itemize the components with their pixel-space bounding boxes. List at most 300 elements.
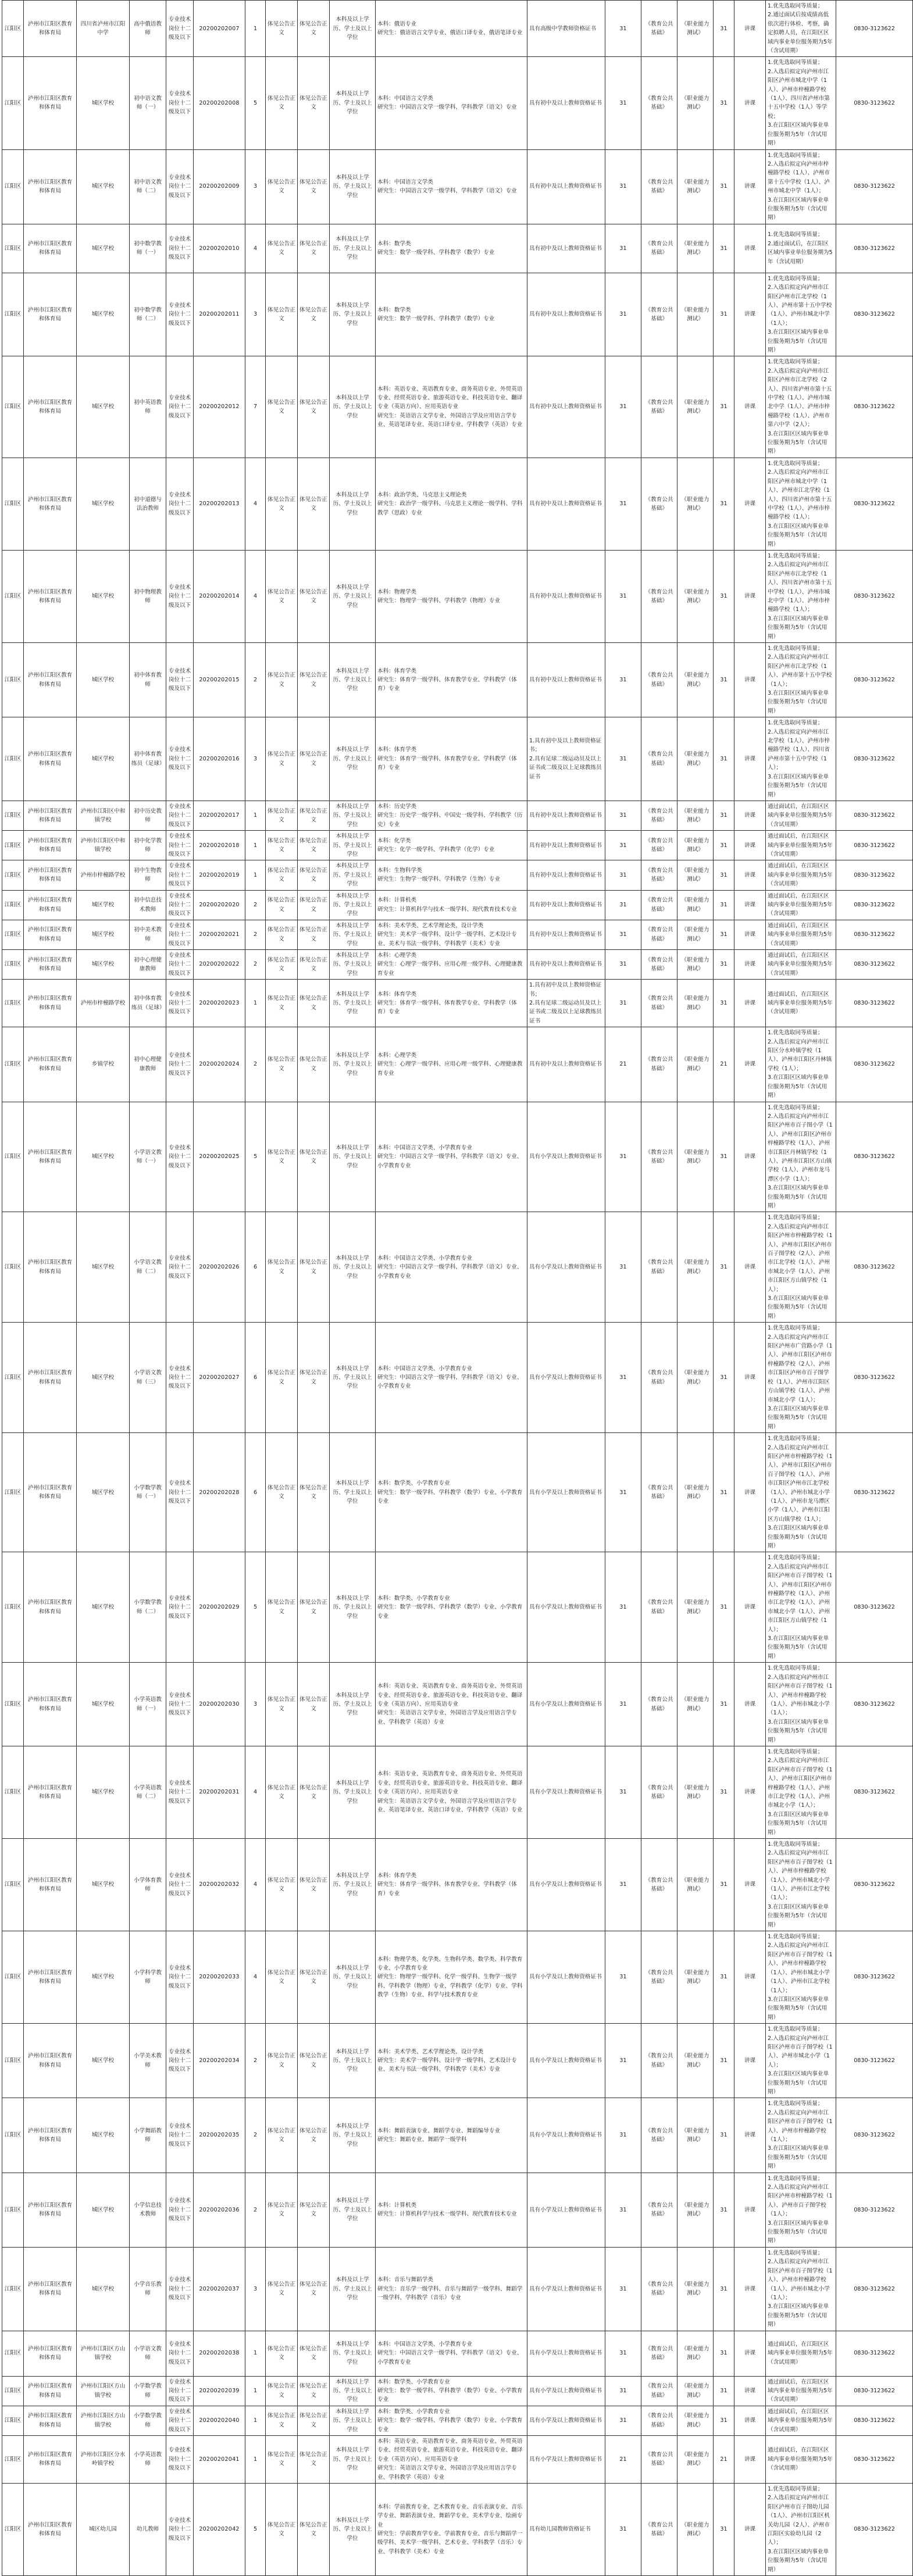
cell-ratio: 31	[605, 1839, 641, 1931]
cell-position: 初中体育教练员（足球）	[130, 980, 166, 1027]
cell-district: 江阳区	[2, 356, 24, 458]
cell-unit: 乡镇学校	[77, 1027, 130, 1102]
table-row	[2, 801, 913, 830]
cell-post-code: 20200202035	[194, 2098, 245, 2173]
cell-method: 体见公告正文	[266, 2024, 298, 2098]
cell-phone: 0830-3123622	[836, 1027, 913, 1102]
cell-education: 本科及以上学历、学士及以上学位	[330, 1, 376, 57]
cell-exam-subject: 《职业能力测试》	[677, 273, 714, 356]
cell-scope: 体见公告正文	[298, 2024, 330, 2098]
cell-position: 初中数学教师（二）	[130, 273, 166, 356]
cell-method: 体见公告正文	[266, 860, 298, 890]
cell-ratio: 31	[605, 1212, 641, 1323]
cell-district: 江阳区	[2, 860, 24, 890]
cell-phone: 0830-3123622	[836, 2435, 913, 2483]
cell-department: 泸州市江阳区教育和体育局	[24, 643, 77, 717]
cell-interview: 讲课	[734, 801, 766, 830]
cell-unit: 城区学校	[77, 1552, 130, 1663]
cell-department: 泸州市江阳区教育和体育局	[24, 950, 77, 980]
cell-pass-score: 31	[714, 356, 734, 458]
cell-method: 体见公告正文	[266, 920, 298, 949]
cell-method: 体见公告正文	[266, 1027, 298, 1102]
cell-scope: 体见公告正文	[298, 831, 330, 860]
cell-written-subject: 《教育公共基础》	[641, 1433, 677, 1552]
cell-quota: 6	[245, 1212, 266, 1323]
table-row	[2, 2098, 913, 2173]
cell-department: 泸州市江阳区教育和体育局	[24, 458, 77, 550]
cell-major: 本科：心理学类 研究生：心理学一级学科、应用心理一级学科、心理健康教育专业	[376, 950, 527, 980]
cell-position: 初中语文教师（一）	[130, 57, 166, 149]
cell-pass-score: 31	[714, 57, 734, 149]
cell-ratio: 21	[605, 1027, 641, 1102]
cell-interview: 讲课	[734, 890, 766, 920]
cell-unit: 城区学校	[77, 2024, 130, 2098]
cell-district: 江阳区	[2, 801, 24, 830]
cell-method: 体见公告正文	[266, 2247, 298, 2331]
cell-scope: 体见公告正文	[298, 2406, 330, 2435]
cell-exam-subject: 《职业能力测试》	[677, 1027, 714, 1102]
cell-ratio: 31	[605, 356, 641, 458]
cell-education: 本科及以上学历、学士及以上学位	[330, 2024, 376, 2098]
cell-district: 江阳区	[2, 2435, 24, 2483]
cell-written-subject: 《教育公共基础》	[641, 224, 677, 273]
cell-post-class: 专业技术岗位十二级及以下	[166, 801, 194, 830]
cell-other-conditions: 具有小学及以上教师资格证书	[527, 1663, 605, 1746]
cell-unit: 城区学校	[77, 920, 130, 949]
cell-pass-score: 31	[714, 2098, 734, 2173]
cell-method: 体见公告正文	[266, 2484, 298, 2576]
cell-interview: 讲课	[734, 2406, 766, 2435]
cell-district: 江阳区	[2, 1027, 24, 1102]
cell-quota: 5	[245, 1102, 266, 1212]
cell-post-class: 专业技术岗位十二级及以下	[166, 1746, 194, 1838]
cell-written-subject: 《教育公共基础》	[641, 2247, 677, 2331]
cell-post-code: 20200202007	[194, 1, 245, 57]
cell-written-subject: 《教育公共基础》	[641, 950, 677, 980]
cell-department: 泸州市江阳区教育和体育局	[24, 890, 77, 920]
cell-method: 体见公告正文	[266, 458, 298, 550]
cell-remark: 1.优先选取同等质量； 2.入选后拟定向泸州市江阳区泸州市百子图学校（1人）、泸州市梓橦路学校（1人）、泸州市城北小学（1人）、泸州市江北学校（1人）； 3.在江阳区区域内事业单位服务期为5年（含试用期）	[766, 1931, 836, 2024]
cell-unit: 泸州市江阳区中和镇学校	[77, 831, 130, 860]
cell-pass-score: 31	[714, 831, 734, 860]
cell-major: 本科：中国语言文学类、小学教育专业 研究生：中国语言文学一级学科、学科教学（语文）专业、小学教育专业	[376, 2331, 527, 2376]
cell-exam-subject: 《职业能力测试》	[677, 2024, 714, 2098]
cell-quota: 1	[245, 2376, 266, 2406]
cell-post-class: 专业技术岗位十二级及以下	[166, 860, 194, 890]
cell-other-conditions: 具有小学及以上教师资格证书	[527, 1839, 605, 1931]
cell-quota: 1	[245, 2331, 266, 2376]
cell-quota: 5	[245, 57, 266, 149]
table-row	[2, 1212, 913, 1323]
cell-district: 江阳区	[2, 1839, 24, 1931]
cell-ratio: 31	[605, 1552, 641, 1663]
cell-district: 江阳区	[2, 643, 24, 717]
cell-quota: 2	[245, 2173, 266, 2247]
cell-post-code: 20200202012	[194, 356, 245, 458]
cell-post-class: 专业技术岗位十二级及以下	[166, 273, 194, 356]
cell-scope: 体见公告正文	[298, 550, 330, 642]
cell-written-subject: 《教育公共基础》	[641, 2484, 677, 2576]
cell-education: 本科及以上学历、学士及以上学位	[330, 980, 376, 1027]
cell-post-class: 专业技术岗位十二级及以下	[166, 950, 194, 980]
cell-method: 体见公告正文	[266, 1102, 298, 1212]
cell-unit: 城区学校	[77, 2247, 130, 2331]
cell-pass-score: 31	[714, 801, 734, 830]
cell-quota: 2	[245, 950, 266, 980]
cell-exam-subject: 《职业能力测试》	[677, 2435, 714, 2483]
cell-written-subject: 《教育公共基础》	[641, 2406, 677, 2435]
cell-quota: 2	[245, 643, 266, 717]
cell-post-class: 专业技术岗位十二级及以下	[166, 2024, 194, 2098]
cell-department: 泸州市江阳区教育和体育局	[24, 2435, 77, 2483]
cell-written-subject: 《教育公共基础》	[641, 1839, 677, 1931]
cell-phone: 0830-3123622	[836, 2024, 913, 2098]
cell-post-code: 20200202017	[194, 801, 245, 830]
cell-written-subject: 《教育公共基础》	[641, 920, 677, 949]
cell-major: 本科：中国语言文学类 研究生：中国语言文学一级学科、学科教学（语文）专业	[376, 57, 527, 149]
cell-district: 江阳区	[2, 1, 24, 57]
cell-district: 江阳区	[2, 224, 24, 273]
cell-interview: 讲课	[734, 2098, 766, 2173]
cell-unit: 城区学校	[77, 1323, 130, 1433]
cell-unit: 城区学校	[77, 2173, 130, 2247]
cell-other-conditions: 具有小学及以上教师资格证书	[527, 2098, 605, 2173]
cell-remark: 1.优先选取同等质量； 2.入选后拟定向泸州市江阳区泸州市江北学校（1人）、泸州市第十五中学校（1人）、泸州市城北中学（1人）； 3.在江阳区区域内事业单位服务期为5年（含试用期）	[766, 273, 836, 356]
cell-department: 泸州市江阳区教育和体育局	[24, 980, 77, 1027]
cell-method: 体见公告正文	[266, 57, 298, 149]
cell-position: 初中美术教师	[130, 920, 166, 949]
cell-education: 本科及以上学历、学士及以上学位	[330, 1663, 376, 1746]
cell-position: 高中俄语教师	[130, 1, 166, 57]
cell-written-subject: 《教育公共基础》	[641, 717, 677, 801]
cell-interview: 讲课	[734, 1931, 766, 2024]
cell-department: 泸州市江阳区教育和体育局	[24, 1323, 77, 1433]
cell-post-class: 专业技术岗位十二级及以下	[166, 149, 194, 224]
cell-education: 本科及以上学历、学士及以上学位	[330, 2247, 376, 2331]
cell-interview: 讲课	[734, 273, 766, 356]
cell-scope: 体见公告正文	[298, 2331, 330, 2376]
table-body	[2, 1, 913, 2576]
cell-position: 初中化学教师	[130, 831, 166, 860]
cell-phone: 0830-3123622	[836, 356, 913, 458]
cell-other-conditions: 具有小学及以上教师资格证书	[527, 1212, 605, 1323]
cell-pass-score: 31	[714, 2484, 734, 2576]
cell-exam-subject: 《职业能力测试》	[677, 1552, 714, 1663]
cell-quota: 5	[245, 1552, 266, 1663]
cell-ratio: 31	[605, 2484, 641, 2576]
cell-post-code: 20200202042	[194, 2484, 245, 2576]
cell-post-code: 20200202010	[194, 224, 245, 273]
cell-ratio: 31	[605, 890, 641, 920]
cell-scope: 体见公告正文	[298, 149, 330, 224]
cell-position: 初中数学教师（一）	[130, 224, 166, 273]
cell-remark: 通过面试后，在江阳区区域内事业单位服务期为5年（含试用期）	[766, 890, 836, 920]
cell-exam-subject: 《职业能力测试》	[677, 356, 714, 458]
cell-phone: 0830-3123622	[836, 831, 913, 860]
cell-post-code: 20200202015	[194, 643, 245, 717]
cell-unit: 城区学校	[77, 1433, 130, 1552]
cell-post-code: 20200202008	[194, 57, 245, 149]
cell-phone: 0830-3123622	[836, 1839, 913, 1931]
cell-quota: 2	[245, 890, 266, 920]
cell-scope: 体见公告正文	[298, 643, 330, 717]
cell-department: 泸州市江阳区教育和体育局	[24, 801, 77, 830]
cell-major: 本科：历史学类 研究生：历史学一级学科、中国史一级学科、学科教学（历史）专业	[376, 801, 527, 830]
cell-interview: 讲课	[734, 2376, 766, 2406]
cell-method: 体见公告正文	[266, 356, 298, 458]
cell-interview: 讲课	[734, 2173, 766, 2247]
cell-pass-score: 31	[714, 2173, 734, 2247]
cell-post-code: 20200202025	[194, 1102, 245, 1212]
cell-education: 本科及以上学历、学士及以上学位	[330, 2098, 376, 2173]
cell-education: 本科及以上学历、学士及以上学位	[330, 1552, 376, 1663]
cell-written-subject: 《教育公共基础》	[641, 149, 677, 224]
cell-quota: 1	[245, 980, 266, 1027]
cell-department: 泸州市江阳区教育和体育局	[24, 2406, 77, 2435]
cell-pass-score: 31	[714, 550, 734, 642]
table-row	[2, 356, 913, 458]
cell-major: 本科：物理学类、化学类、生物科学类、数学类、科学教育专业、小学教育专业 研究生：物理学一级学科、化学一级学科、生物学一级学科、学科教学（物理）专业、学科教学（化学）专业、学科教学（生物）专业、科学与技术教育专业	[376, 1931, 527, 2024]
cell-quota: 1	[245, 831, 266, 860]
cell-education: 本科及以上学历、学士及以上学位	[330, 2376, 376, 2406]
cell-remark: 通过面试后，在江阳区区域内事业单位服务期为5年（含试用期）	[766, 2331, 836, 2376]
cell-phone: 0830-3123622	[836, 801, 913, 830]
cell-remark: 1.优先选取同等质量； 2.入选后拟定向泸州市江阳区泸州市百子图学校（1人）、泸州市梓橦路学校（1人）； 3.在江阳区区域内事业单位服务期为5年（含试用期）	[766, 2098, 836, 2173]
cell-district: 江阳区	[2, 980, 24, 1027]
cell-phone: 0830-3123622	[836, 550, 913, 642]
cell-department: 泸州市江阳区教育和体育局	[24, 717, 77, 801]
cell-other-conditions: 具有初中及以上教师资格证书	[527, 860, 605, 890]
cell-remark: 1.优先选取同等质量； 2.入选后拟定向泸州市江阳区泸州市百子图学校（1人）、泸州市江阳区泸州市梓橦路学校（1人）、泸州市江北学校（1人）、泸州市城北小学（1人）、泸州市江阳区方山镇学校（1人）； 3.在江阳区区域内事业单位服务期为5年（含试用期）	[766, 1552, 836, 1663]
cell-district: 江阳区	[2, 1663, 24, 1746]
cell-pass-score: 31	[714, 149, 734, 224]
cell-unit: 城区学校	[77, 890, 130, 920]
cell-unit: 城区学校	[77, 273, 130, 356]
cell-position: 小学数学教师（一）	[130, 1433, 166, 1552]
cell-phone: 0830-3123622	[836, 224, 913, 273]
cell-district: 江阳区	[2, 1433, 24, 1552]
cell-interview: 讲课	[734, 2435, 766, 2483]
cell-position: 初中生物教师	[130, 860, 166, 890]
cell-position: 小学语文教师（一）	[130, 1102, 166, 1212]
cell-method: 体见公告正文	[266, 550, 298, 642]
table-row	[2, 273, 913, 356]
cell-post-class: 专业技术岗位十二级及以下	[166, 1102, 194, 1212]
cell-written-subject: 《教育公共基础》	[641, 890, 677, 920]
cell-quota: 1	[245, 801, 266, 830]
cell-post-code: 20200202031	[194, 1746, 245, 1838]
cell-education: 本科及以上学历、学士及以上学位	[330, 643, 376, 717]
cell-exam-subject: 《职业能力测试》	[677, 550, 714, 642]
cell-remark: 1.优先选取同等质量； 2.入选后拟定向泸州市江阳区泸州市广营路小学（1人）、泸州市江阳区泸州市梓橦路学校（2人）、泸州市江阳区泸州市百子图学校（1人）、泸州市江阳区方山镇学校（1人）、泸州市城北小学（1人）； 3.在江阳区区域内事业单位服务期为5年（含试用期）	[766, 1323, 836, 1433]
cell-quota: 4	[245, 1931, 266, 2024]
cell-other-conditions: 具有初中及以上教师资格证书	[527, 920, 605, 949]
cell-other-conditions: 具有初中及以上教师资格证书	[527, 224, 605, 273]
cell-phone: 0830-3123622	[836, 1323, 913, 1433]
cell-post-code: 20200202026	[194, 1212, 245, 1323]
table-row	[2, 1, 913, 57]
cell-post-code: 20200202029	[194, 1552, 245, 1663]
cell-method: 体见公告正文	[266, 149, 298, 224]
cell-district: 江阳区	[2, 2173, 24, 2247]
cell-method: 体见公告正文	[266, 1, 298, 57]
cell-exam-subject: 《职业能力测试》	[677, 2376, 714, 2406]
cell-department: 泸州市江阳区教育和体育局	[24, 1552, 77, 1663]
cell-major: 本科：体育学类 研究生：体育学一级学科、体育教学专业、学科教学（体育）专业	[376, 980, 527, 1027]
cell-phone: 0830-3123622	[836, 1102, 913, 1212]
cell-district: 江阳区	[2, 550, 24, 642]
cell-scope: 体见公告正文	[298, 2098, 330, 2173]
table-row	[2, 1552, 913, 1663]
cell-phone: 0830-3123622	[836, 2331, 913, 2376]
cell-method: 体见公告正文	[266, 890, 298, 920]
cell-other-conditions: 具有小学及以上教师资格证书	[527, 1433, 605, 1552]
cell-written-subject: 《教育公共基础》	[641, 801, 677, 830]
cell-method: 体见公告正文	[266, 831, 298, 860]
cell-phone: 0830-3123622	[836, 2098, 913, 2173]
cell-interview: 讲课	[734, 224, 766, 273]
cell-major: 本科：政治学类、马克思主义理论类 研究生：政治学一级学科、马克思主义理论一级学科、学科教学（思政）专业	[376, 458, 527, 550]
cell-pass-score: 31	[714, 458, 734, 550]
cell-position: 小学舞蹈教师	[130, 2098, 166, 2173]
cell-phone: 0830-3123622	[836, 458, 913, 550]
cell-unit: 城区学校	[77, 717, 130, 801]
cell-pass-score: 31	[714, 2331, 734, 2376]
cell-quota: 2	[245, 920, 266, 949]
cell-major: 本科：中国语言文学类 研究生：中国语言文学一级学科、学科教学（语文）专业	[376, 149, 527, 224]
cell-ratio: 31	[605, 2331, 641, 2376]
cell-interview: 讲课	[734, 1102, 766, 1212]
cell-major: 本科：中国语言文学类、小学教育专业 研究生：中国语言文学一级学科、学科教学（语文）专业、小学教育专业	[376, 1102, 527, 1212]
cell-interview: 讲课	[734, 920, 766, 949]
cell-education: 本科及以上学历、学士及以上学位	[330, 950, 376, 980]
table-row	[2, 2484, 913, 2576]
cell-post-code: 20200202011	[194, 273, 245, 356]
cell-remark: 1.优先选取同等质量； 2.入选后拟定向泸州市江阳区泸州市百子图学校（1人）、泸州市城北小学（1人）； 3.在江阳区区域内事业单位服务期为5年（含试用期）	[766, 2024, 836, 2098]
cell-position: 初中心理健康教师	[130, 1027, 166, 1102]
cell-scope: 体见公告正文	[298, 1931, 330, 2024]
cell-post-class: 专业技术岗位十二级及以下	[166, 920, 194, 949]
cell-method: 体见公告正文	[266, 980, 298, 1027]
cell-other-conditions: 具有小学及以上教师资格证书	[527, 1931, 605, 2024]
cell-quota: 2	[245, 1027, 266, 1102]
cell-unit: 泸州市江阳区分水岭镇学校	[77, 2435, 130, 2483]
cell-ratio: 21	[605, 2435, 641, 2483]
cell-written-subject: 《教育公共基础》	[641, 1212, 677, 1323]
cell-method: 体见公告正文	[266, 2098, 298, 2173]
cell-phone: 0830-3123622	[836, 643, 913, 717]
cell-scope: 体见公告正文	[298, 2376, 330, 2406]
cell-department: 泸州市江阳区教育和体育局	[24, 920, 77, 949]
cell-phone: 0830-3123622	[836, 717, 913, 801]
cell-other-conditions: 具有小学及以上教师资格证书	[527, 2173, 605, 2247]
cell-quota: 4	[245, 550, 266, 642]
cell-unit: 城区学校	[77, 643, 130, 717]
cell-method: 体见公告正文	[266, 2331, 298, 2376]
cell-post-code: 20200202022	[194, 950, 245, 980]
cell-unit: 城区学校	[77, 1102, 130, 1212]
cell-scope: 体见公告正文	[298, 2484, 330, 2576]
cell-interview: 讲课	[734, 550, 766, 642]
cell-remark: 通过面试后，在江阳区区域内事业单位服务期为5年（含试用期）	[766, 801, 836, 830]
cell-exam-subject: 《职业能力测试》	[677, 2484, 714, 2576]
cell-method: 体见公告正文	[266, 717, 298, 801]
cell-pass-score: 31	[714, 2406, 734, 2435]
cell-department: 泸州市江阳区教育和体育局	[24, 1746, 77, 1838]
table-row	[2, 224, 913, 273]
cell-department: 泸州市江阳区教育和体育局	[24, 356, 77, 458]
cell-post-code: 20200202032	[194, 1839, 245, 1931]
cell-scope: 体见公告正文	[298, 273, 330, 356]
cell-pass-score: 31	[714, 1323, 734, 1433]
cell-department: 泸州市江阳区教育和体育局	[24, 57, 77, 149]
cell-remark: 通过面试后，在江阳区区域内事业单位服务期为5年（含试用期）	[766, 2376, 836, 2406]
cell-scope: 体见公告正文	[298, 980, 330, 1027]
cell-post-class: 专业技术岗位十二级及以下	[166, 2406, 194, 2435]
cell-interview: 讲课	[734, 1746, 766, 1838]
cell-education: 本科及以上学历、学士及以上学位	[330, 801, 376, 830]
cell-position: 小学语文教师	[130, 2331, 166, 2376]
cell-other-conditions: 具有小学及以上教师资格证书	[527, 2376, 605, 2406]
cell-other-conditions: 具有小学及以上教师资格证书	[527, 2406, 605, 2435]
cell-written-subject: 《教育公共基础》	[641, 458, 677, 550]
cell-scope: 体见公告正文	[298, 1102, 330, 1212]
cell-district: 江阳区	[2, 950, 24, 980]
cell-education: 本科及以上学历、学士及以上学位	[330, 1931, 376, 2024]
cell-district: 江阳区	[2, 890, 24, 920]
cell-post-class: 专业技术岗位十二级及以下	[166, 2098, 194, 2173]
cell-position: 初中体育教师	[130, 643, 166, 717]
cell-department: 泸州市江阳区教育和体育局	[24, 1931, 77, 2024]
cell-phone: 0830-3123622	[836, 2173, 913, 2247]
cell-written-subject: 《教育公共基础》	[641, 1552, 677, 1663]
cell-ratio: 31	[605, 57, 641, 149]
cell-phone: 0830-3123622	[836, 890, 913, 920]
cell-written-subject: 《教育公共基础》	[641, 2024, 677, 2098]
cell-quota: 4	[245, 1746, 266, 1838]
cell-education: 本科及以上学历、学士及以上学位	[330, 273, 376, 356]
cell-exam-subject: 《职业能力测试》	[677, 149, 714, 224]
cell-ratio: 31	[605, 920, 641, 949]
cell-position: 小学英语教师（二）	[130, 1746, 166, 1838]
cell-ratio: 31	[605, 149, 641, 224]
cell-post-code: 20200202038	[194, 2331, 245, 2376]
cell-quota: 3	[245, 149, 266, 224]
cell-remark: 1.优先选取同等质量； 2.入选后拟定向泸州市梓橦路学校（1人）、泸州市第十五中学校（1人）、泸州市城北中学（1人）； 3.在江阳区区域内事业单位服务期为5年（含试用期）	[766, 149, 836, 224]
cell-interview: 讲课	[734, 1433, 766, 1552]
cell-written-subject: 《教育公共基础》	[641, 550, 677, 642]
cell-remark: 1.优先选取同等质量； 2.入选后拟定向泸州市江阳区泸州市江北学校（1人）、四川省泸州市第十五中学校（1人）、泸州市城北中学（1人）、泸州市梓橦路学校（1人）； 3.在江阳区区域内事业单位服务期为5年（含试用期）	[766, 550, 836, 642]
cell-post-code: 20200202041	[194, 2435, 245, 2483]
cell-pass-score: 31	[714, 1, 734, 57]
cell-interview: 讲课	[734, 1663, 766, 1746]
cell-exam-subject: 《职业能力测试》	[677, 57, 714, 149]
cell-exam-subject: 《职业能力测试》	[677, 717, 714, 801]
cell-district: 江阳区	[2, 831, 24, 860]
cell-district: 江阳区	[2, 1552, 24, 1663]
cell-education: 本科及以上学历、学士及以上学位	[330, 149, 376, 224]
cell-ratio: 31	[605, 2024, 641, 2098]
cell-phone: 0830-3123622	[836, 1, 913, 57]
cell-exam-subject: 《职业能力测试》	[677, 860, 714, 890]
cell-position: 初中语文教师（二）	[130, 149, 166, 224]
table-row	[2, 57, 913, 149]
cell-department: 泸州市江阳区教育和体育局	[24, 2484, 77, 2576]
cell-phone: 0830-3123622	[836, 273, 913, 356]
cell-major: 本科：美术学类、艺术学理论类、设计学类 研究生：美术学一级学科、设计学一级学科、艺术设计专业、美术与书法一级学科、学科教学（美术）专业	[376, 920, 527, 949]
cell-ratio: 31	[605, 1931, 641, 2024]
cell-scope: 体见公告正文	[298, 57, 330, 149]
